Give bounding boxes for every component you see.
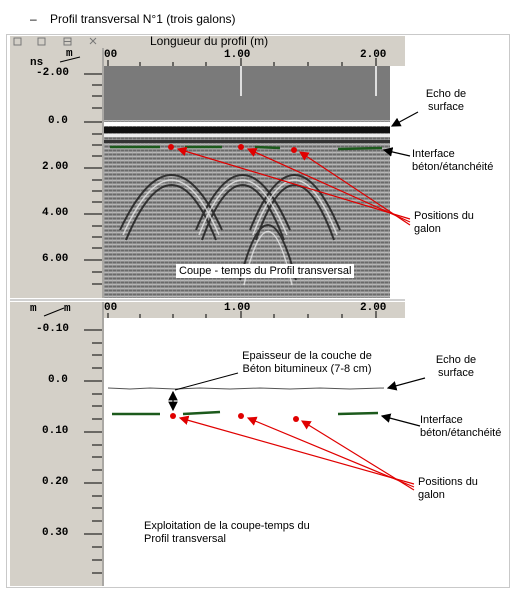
top-y-tick: 2.00 bbox=[42, 161, 69, 173]
interface-label: Interface béton/étanchéité bbox=[412, 148, 494, 173]
galon-marker bbox=[293, 416, 299, 422]
top-y-tick: 6.00 bbox=[42, 253, 69, 265]
top-unit-ns: ns bbox=[30, 57, 44, 69]
thickness-label: Epaisseur de la couche de Béton bitumineux (7-8 cm) bbox=[242, 350, 372, 375]
top-y-tick: -2.00 bbox=[36, 67, 70, 79]
bottom-y-tick: -0.10 bbox=[36, 323, 70, 335]
galon-marker bbox=[238, 144, 244, 150]
bottom-y-tick: 0.30 bbox=[42, 527, 69, 539]
figure-caption: – Profil transversal N°1 (trois galons) bbox=[30, 12, 236, 26]
galon-marker bbox=[291, 147, 297, 153]
bottom-x-tick: 2.00 bbox=[360, 302, 387, 314]
top-y-tick: 0.0 bbox=[48, 115, 68, 127]
galon-positions-label: Positions du galon bbox=[414, 210, 474, 235]
bottom-y-tick: 0.0 bbox=[48, 374, 68, 386]
bottom-x-tick: 00 bbox=[104, 302, 118, 314]
top-x-tick: 00 bbox=[104, 49, 118, 61]
bottom-unit-right: m bbox=[64, 303, 71, 315]
bottom-y-tick: 0.10 bbox=[42, 425, 69, 437]
top-x-tick: 2.00 bbox=[360, 49, 387, 61]
bottom-x-tick: 1.00 bbox=[224, 302, 251, 314]
top-y-tick: 4.00 bbox=[42, 207, 69, 219]
bottom-y-tick: 0.20 bbox=[42, 476, 69, 488]
interpretation-plot bbox=[108, 373, 384, 422]
galon-marker bbox=[170, 413, 176, 419]
bottom-unit-left: m bbox=[30, 303, 37, 315]
galon-marker bbox=[238, 413, 244, 419]
bottom-surface-echo-label: Echo de surface bbox=[435, 354, 477, 379]
top-x-tick: 1.00 bbox=[224, 49, 251, 61]
interpretation-caption: Exploitation de la coupe-temps du Profil transversal bbox=[144, 520, 310, 545]
galon-marker bbox=[168, 144, 174, 150]
bottom-galon-positions-label: Positions du galon bbox=[418, 476, 478, 501]
length-axis-title: Longueur du profil (m) bbox=[150, 34, 269, 48]
radargram-caption: Coupe - temps du Profil transversal bbox=[176, 264, 354, 278]
top-unit-m: m bbox=[66, 48, 73, 60]
bottom-interface-label: Interface béton/étanchéité bbox=[420, 414, 502, 439]
bottom-depth-ruler bbox=[10, 302, 104, 586]
surface-echo-label: Echo de surface bbox=[425, 88, 467, 113]
